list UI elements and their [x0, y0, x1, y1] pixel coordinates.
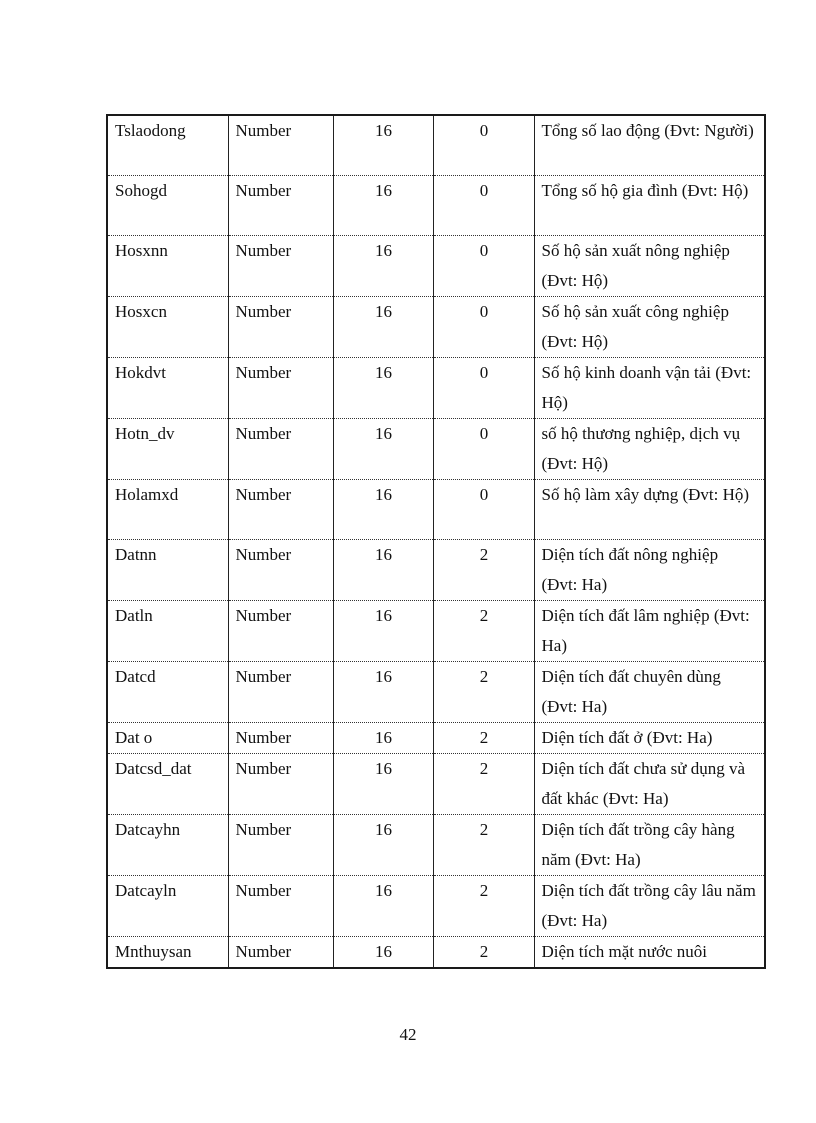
table-row	[107, 357, 765, 418]
table-row	[107, 296, 765, 357]
field-description-cell: Tổng số lao động (Đvt: Người)	[534, 115, 765, 175]
table-row	[107, 539, 765, 600]
field-description-cell: Diện tích đất trồng cây hàng năm (Đvt: Ha)	[534, 814, 765, 875]
field-type-cell: Number	[228, 814, 333, 875]
field-length-cell: 16	[333, 235, 433, 296]
field-length-cell: 16	[333, 539, 433, 600]
field-name-cell: Sohogd	[107, 175, 228, 235]
field-type-cell: Number	[228, 296, 333, 357]
field-description-cell: số hộ thương nghiệp, dịch vụ (Đvt: Hộ)	[534, 418, 765, 479]
field-decimals-cell: 2	[433, 814, 534, 875]
field-length-cell: 16	[333, 600, 433, 661]
field-description-cell: Số hộ kinh doanh vận tải (Đvt: Hộ)	[534, 357, 765, 418]
field-decimals-cell: 2	[433, 936, 534, 968]
field-type-cell: Number	[228, 235, 333, 296]
field-name-cell: Tslaodong	[107, 115, 228, 175]
field-description-cell: Số hộ làm xây dựng (Đvt: Hộ)	[534, 479, 765, 539]
field-decimals-cell: 0	[433, 418, 534, 479]
field-length-cell: 16	[333, 175, 433, 235]
table-row	[107, 875, 765, 936]
field-decimals-cell: 0	[433, 235, 534, 296]
field-decimals-cell: 2	[433, 600, 534, 661]
field-decimals-cell: 2	[433, 722, 534, 753]
field-name-cell: Hosxcn	[107, 296, 228, 357]
table-row	[107, 936, 765, 968]
table-body	[107, 115, 765, 968]
field-length-cell: 16	[333, 661, 433, 722]
field-type-cell: Number	[228, 753, 333, 814]
field-length-cell: 16	[333, 296, 433, 357]
field-description-cell: Diện tích đất ở (Đvt: Ha)	[534, 722, 765, 753]
field-name-cell: Datcayhn	[107, 814, 228, 875]
field-description-cell: Số hộ sản xuất nông nghiệp (Đvt: Hộ)	[534, 235, 765, 296]
field-name-cell: Hosxnn	[107, 235, 228, 296]
field-type-cell: Number	[228, 661, 333, 722]
field-name-cell: Hotn_dv	[107, 418, 228, 479]
table-row	[107, 175, 765, 235]
field-name-cell: Datcd	[107, 661, 228, 722]
field-type-cell: Number	[228, 175, 333, 235]
field-description-cell: Diện tích đất lâm nghiệp (Đvt: Ha)	[534, 600, 765, 661]
field-decimals-cell: 2	[433, 753, 534, 814]
field-type-cell: Number	[228, 539, 333, 600]
field-name-cell: Mnthuysan	[107, 936, 228, 968]
table-row	[107, 115, 765, 175]
field-decimals-cell: 2	[433, 875, 534, 936]
field-name-cell: Holamxd	[107, 479, 228, 539]
field-description-cell: Diện tích mặt nước nuôi	[534, 936, 765, 968]
field-description-cell: Diện tích đất chuyên dùng (Đvt: Ha)	[534, 661, 765, 722]
field-name-cell: Datcayln	[107, 875, 228, 936]
field-length-cell: 16	[333, 722, 433, 753]
field-description-cell: Diện tích đất trồng cây lâu năm (Đvt: Ha)	[534, 875, 765, 936]
field-decimals-cell: 2	[433, 661, 534, 722]
page-number: 42	[399, 1025, 417, 1044]
field-type-cell: Number	[228, 357, 333, 418]
field-decimals-cell: 0	[433, 479, 534, 539]
table-row	[107, 235, 765, 296]
field-type-cell: Number	[228, 875, 333, 936]
field-description-cell: Tổng số hộ gia đình (Đvt: Hộ)	[534, 175, 765, 235]
field-decimals-cell: 0	[433, 296, 534, 357]
field-length-cell: 16	[333, 875, 433, 936]
field-decimals-cell: 0	[433, 357, 534, 418]
field-description-cell: Diện tích đất nông nghiệp (Đvt: Ha)	[534, 539, 765, 600]
field-definition-table	[106, 114, 766, 969]
table-row	[107, 600, 765, 661]
field-name-cell: Hokdvt	[107, 357, 228, 418]
field-description-cell: Số hộ sản xuất công nghiệp (Đvt: Hộ)	[534, 296, 765, 357]
field-type-cell: Number	[228, 418, 333, 479]
field-decimals-cell: 0	[433, 175, 534, 235]
field-name-cell: Datln	[107, 600, 228, 661]
field-length-cell: 16	[333, 115, 433, 175]
table-row	[107, 418, 765, 479]
field-decimals-cell: 0	[433, 115, 534, 175]
field-description-cell: Diện tích đất chưa sử dụng và đất khác (Đvt: Ha)	[534, 753, 765, 814]
table-row	[107, 753, 765, 814]
field-name-cell: Dat o	[107, 722, 228, 753]
field-type-cell: Number	[228, 936, 333, 968]
field-length-cell: 16	[333, 357, 433, 418]
field-length-cell: 16	[333, 418, 433, 479]
field-length-cell: 16	[333, 753, 433, 814]
field-length-cell: 16	[333, 479, 433, 539]
table-row	[107, 661, 765, 722]
field-name-cell: Datnn	[107, 539, 228, 600]
table-row	[107, 814, 765, 875]
field-type-cell: Number	[228, 722, 333, 753]
field-decimals-cell: 2	[433, 539, 534, 600]
field-name-cell: Datcsd_dat	[107, 753, 228, 814]
table-row	[107, 722, 765, 753]
field-type-cell: Number	[228, 479, 333, 539]
field-length-cell: 16	[333, 936, 433, 968]
table-row	[107, 479, 765, 539]
field-type-cell: Number	[228, 600, 333, 661]
field-type-cell: Number	[228, 115, 333, 175]
field-length-cell: 16	[333, 814, 433, 875]
